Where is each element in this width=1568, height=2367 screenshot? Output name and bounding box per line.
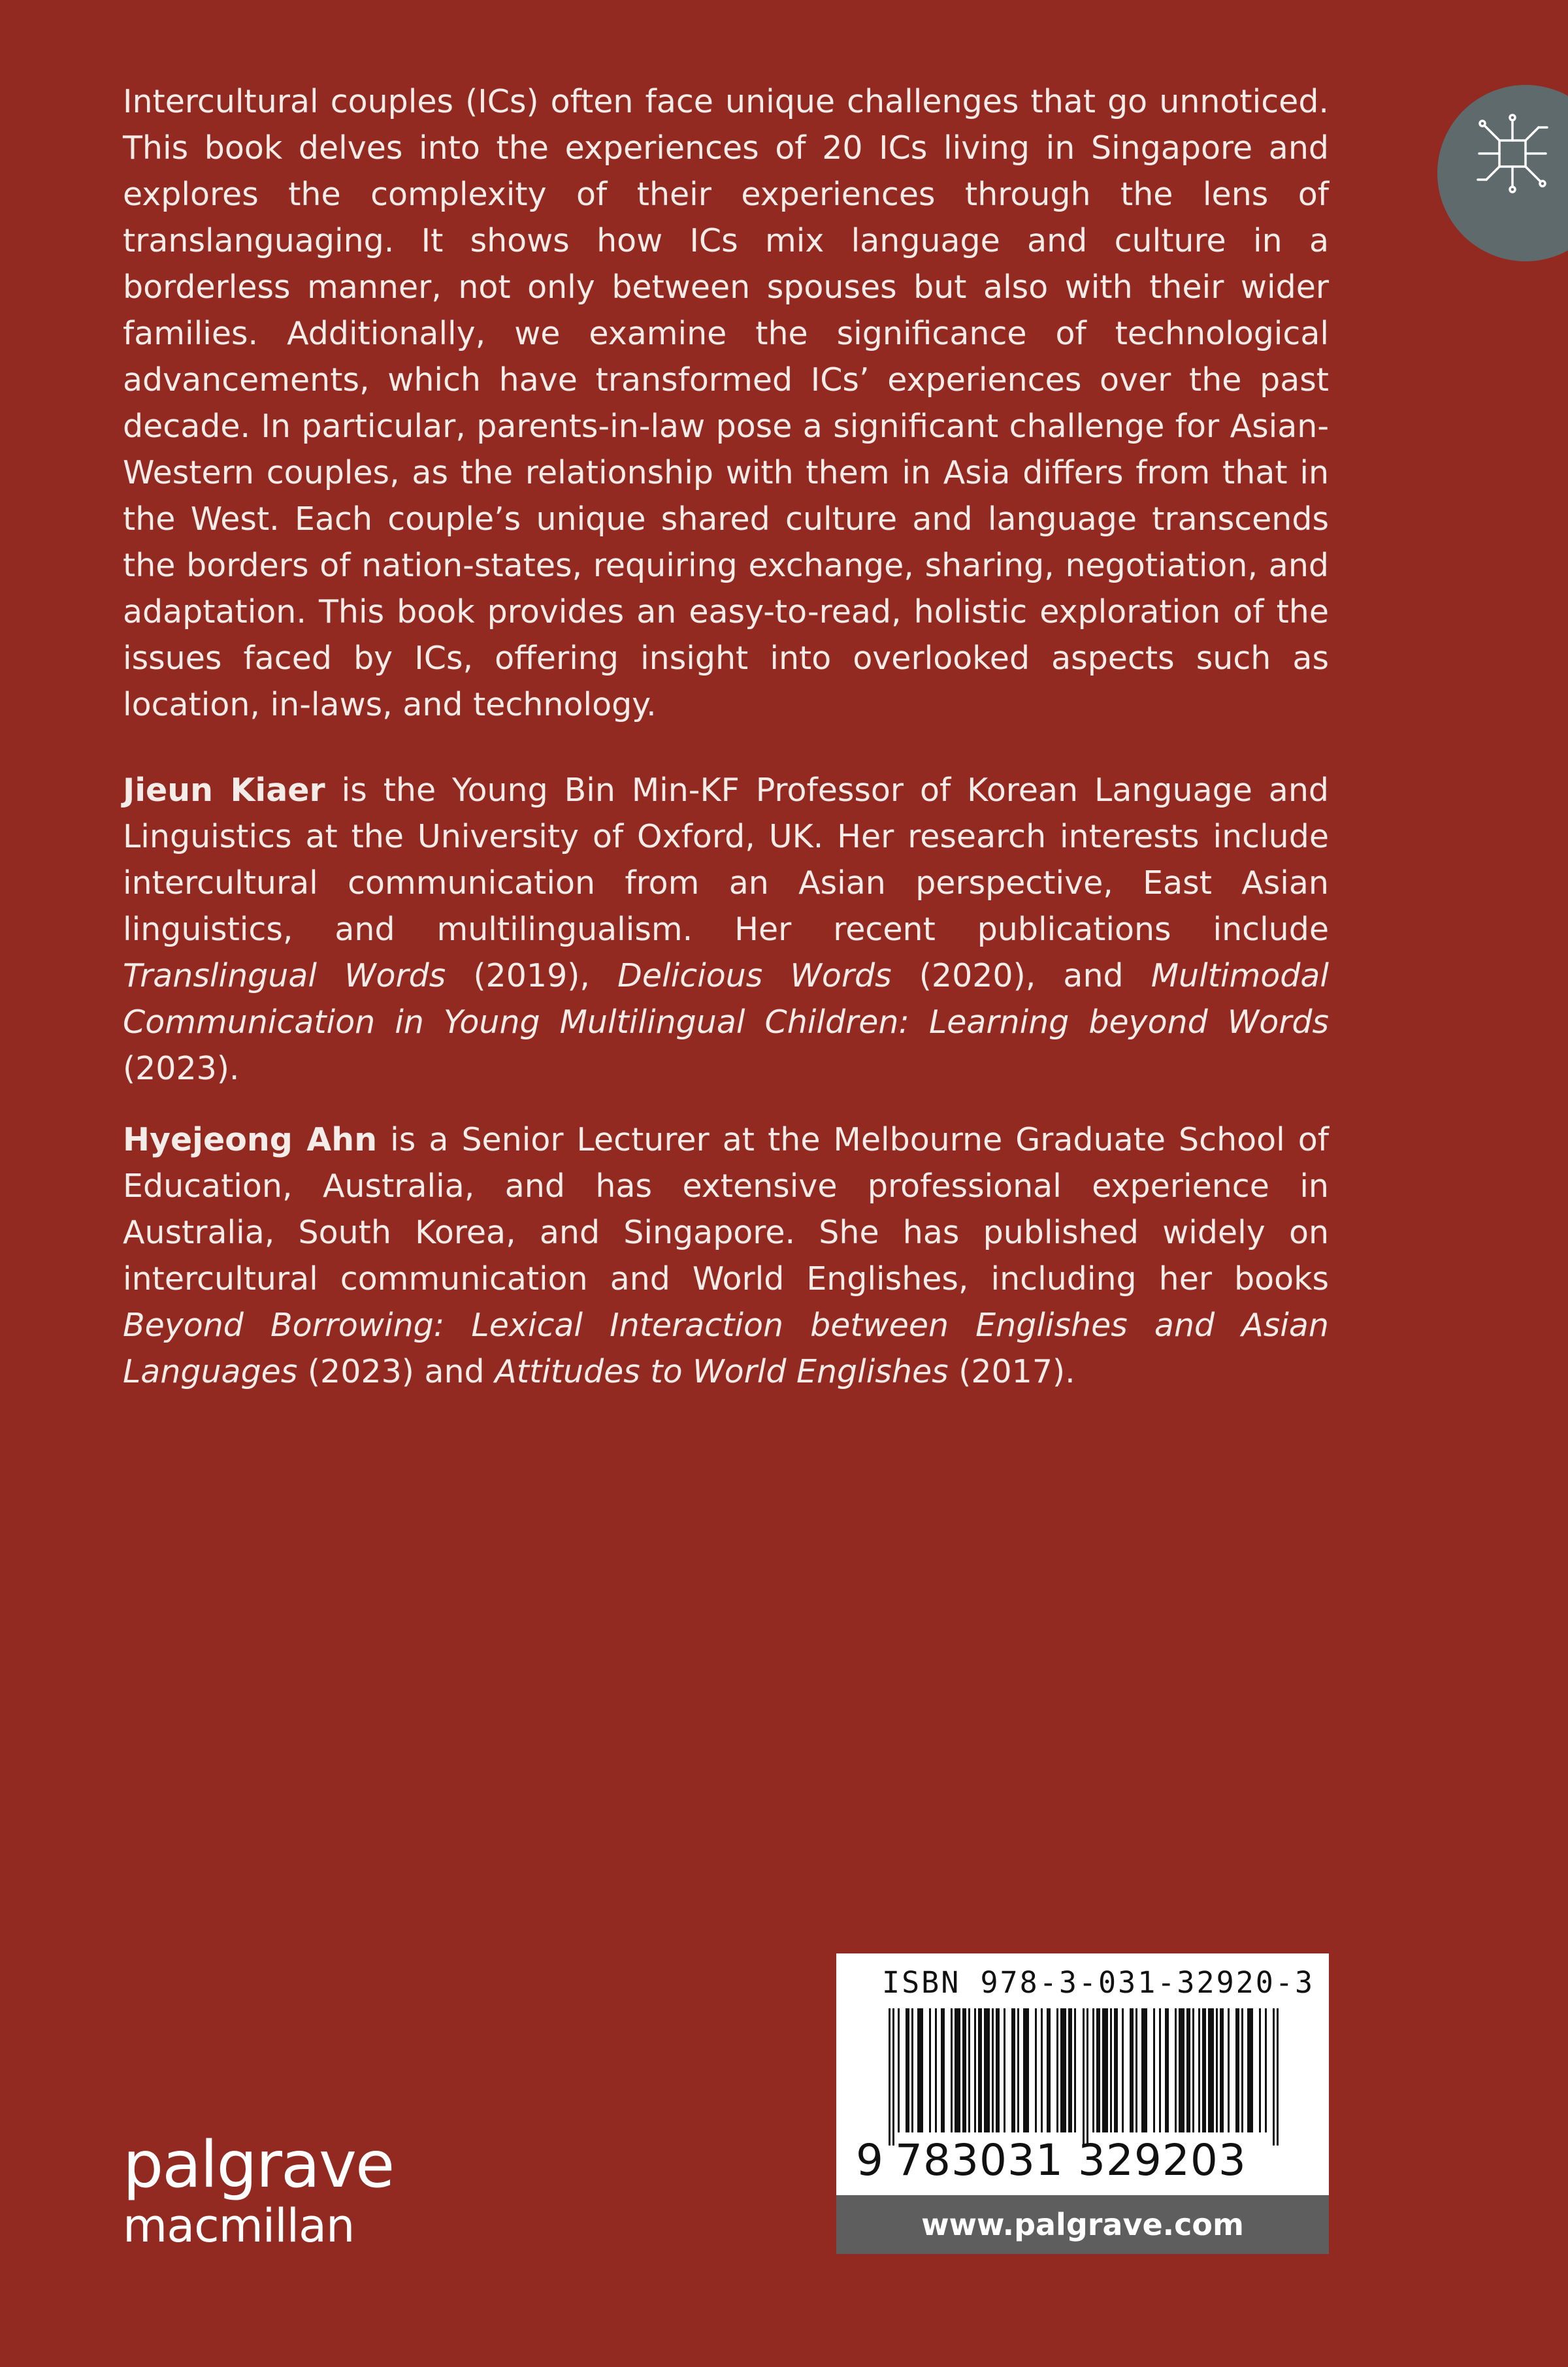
barcode-bar: [1192, 2008, 1194, 2132]
barcode-bar: [929, 2008, 931, 2132]
author-name: Jieun Kiaer: [123, 772, 325, 809]
barcode-guard-bar: [1083, 2008, 1085, 2146]
barcode-bar: [1004, 2008, 1005, 2132]
barcode-bar: [1011, 2008, 1015, 2132]
barcode-bar: [1041, 2008, 1043, 2132]
author-bio-ahn: Hyejeong Ahn is a Senior Lecturer at the Melbourne Graduate School of Education, Australia, and has extensive professional experience in Australia, South Korea, and Singapore. She has published widely on intercultural communication and World Englishes, including her books Beyond Borrowing: Lexical Interaction between Englishes and Asian Languages (2023) and Attitudes to World Englishes (2017).: [123, 1121, 1329, 1390]
network-node-icon: [1470, 111, 1555, 196]
barcode-bar: [1074, 2008, 1076, 2132]
barcode-bar: [941, 2008, 945, 2132]
barcode-guard-bar: [892, 2008, 894, 2146]
barcode-bar: [978, 2008, 982, 2132]
isbn-label: ISBN 978-3-031-32920-3: [882, 1965, 1315, 2000]
publisher-url: www.palgrave.com: [836, 2195, 1329, 2254]
barcode-bar: [1265, 2008, 1267, 2132]
book-title: Attitudes to World Englishes: [495, 1353, 949, 1390]
barcode-bar: [1198, 2008, 1200, 2132]
book-title: Multimodal Communication in Young Multilingual Children: Learning beyond Words: [123, 957, 1329, 1041]
barcode-bar: [1186, 2008, 1190, 2132]
barcode-bar: [1035, 2008, 1037, 2132]
barcode-bar: [1235, 2008, 1239, 2132]
logo-line-macmillan: macmillan: [123, 2199, 355, 2253]
barcode-bar: [1220, 2008, 1224, 2132]
barcode-bar: [1017, 2008, 1019, 2132]
barcode-bar: [1175, 2008, 1177, 2132]
barcode-bar: [984, 2008, 990, 2132]
barcode-bar: [935, 2008, 937, 2132]
isbn-barcode: [836, 1953, 1329, 2254]
barcode-bar: [1047, 2008, 1051, 2132]
author-bio-kiaer: Jieun Kiaer is the Young Bin Min-KF Professor of Korean Language and Linguistics at the University of Oxford, UK. Her research interests include intercultural communication from an Asian perspective, East Asian linguistics, and multilingualism. Her recent publications include Translingual Words (2019), Delicious Words (2020), and Multimodal Communication in Young Multilingual Children: Learning beyond Words (2023).: [123, 772, 1329, 1087]
barcode-bar: [1096, 2008, 1100, 2132]
barcode-bar: [911, 2008, 913, 2132]
book-description: Intercultural couples (ICs) often face unique challenges that go unnoticed. This book delves into the experiences of 20 ICs living in Singapore and explores the complexity of their experiences through the lens of translanguaging. It shows how ICs mix language and culture in a borderless manner, not only between spouses but also with their wider families. Additionally, we examine the significance of technological advancements, which have transformed ICs’ experiences over the past decade. In particular, parents-in-law pose a significant challenge for Asian-Western couples, as the relationship with them in Asia differs from that in the West. Each couple’s unique shared culture and language transcends the borders of nation-states, requiring exchange, sharing, negotiation, and adaptation. This book provides an easy-to-read, holistic exploration of the issues faced by ICs, offering insight into overlooked aspects such as location, in-laws, and technology.: [123, 83, 1329, 723]
barcode-bar: [974, 2008, 976, 2132]
barcode-bar: [1228, 2008, 1230, 2132]
barcode-bar: [1135, 2008, 1137, 2132]
barcode-digits: 783031 329203: [895, 2135, 1247, 2185]
barcode-guard-bar: [1273, 2008, 1275, 2146]
barcode-guard-bar: [1086, 2008, 1088, 2146]
barcode-bar: [1110, 2008, 1112, 2132]
series-badge: [1437, 85, 1568, 261]
barcode-bar: [906, 2008, 909, 2132]
cover-text: [123, 78, 1329, 1420]
barcode-bar: [1165, 2008, 1169, 2132]
barcode-bar: [1159, 2008, 1161, 2132]
barcode-bar: [996, 2008, 1000, 2132]
barcode-bar: [1241, 2008, 1243, 2132]
barcode-bar: [1179, 2008, 1184, 2132]
barcode-bar: [1208, 2008, 1214, 2132]
barcode-bar: [1202, 2008, 1206, 2132]
book-title: Delicious Words: [617, 957, 892, 994]
barcode-bar: [1114, 2008, 1118, 2132]
barcode-bar: [1247, 2008, 1253, 2132]
barcode-bar: [955, 2008, 960, 2132]
barcode-bar: [1141, 2008, 1147, 2132]
book-title: Beyond Borrowing: Lexical Interaction between Englishes and Asian Languages: [123, 1307, 1329, 1390]
barcode-guard-bar: [889, 2008, 890, 2146]
barcode-bar: [898, 2008, 900, 2132]
barcode-bar: [1023, 2008, 1029, 2132]
barcode-bar: [968, 2008, 970, 2132]
barcode-bar: [1056, 2008, 1058, 2132]
barcode-guard-bar: [1277, 2008, 1279, 2146]
barcode-bar: [917, 2008, 923, 2132]
barcode-bar: [1060, 2008, 1066, 2132]
barcode-bar: [992, 2008, 994, 2132]
barcode-bar: [962, 2008, 966, 2132]
barcode-lead-digit: 9: [856, 2135, 883, 2185]
logo-line-palgrave: palgrave: [123, 2128, 394, 2202]
barcode-bar: [1153, 2008, 1155, 2132]
barcode-bar: [1259, 2008, 1261, 2132]
barcode-bar: [1216, 2008, 1218, 2132]
barcode-bar: [1102, 2008, 1108, 2132]
author-name: Hyejeong Ahn: [123, 1121, 378, 1158]
publisher-logo: [123, 2128, 394, 2253]
barcode-bar: [951, 2008, 953, 2132]
barcode-bar: [1092, 2008, 1094, 2132]
barcode-bar: [1130, 2008, 1134, 2132]
barcode-bar: [1122, 2008, 1124, 2132]
barcode-bar: [1068, 2008, 1072, 2132]
book-title: Translingual Words: [123, 957, 446, 994]
